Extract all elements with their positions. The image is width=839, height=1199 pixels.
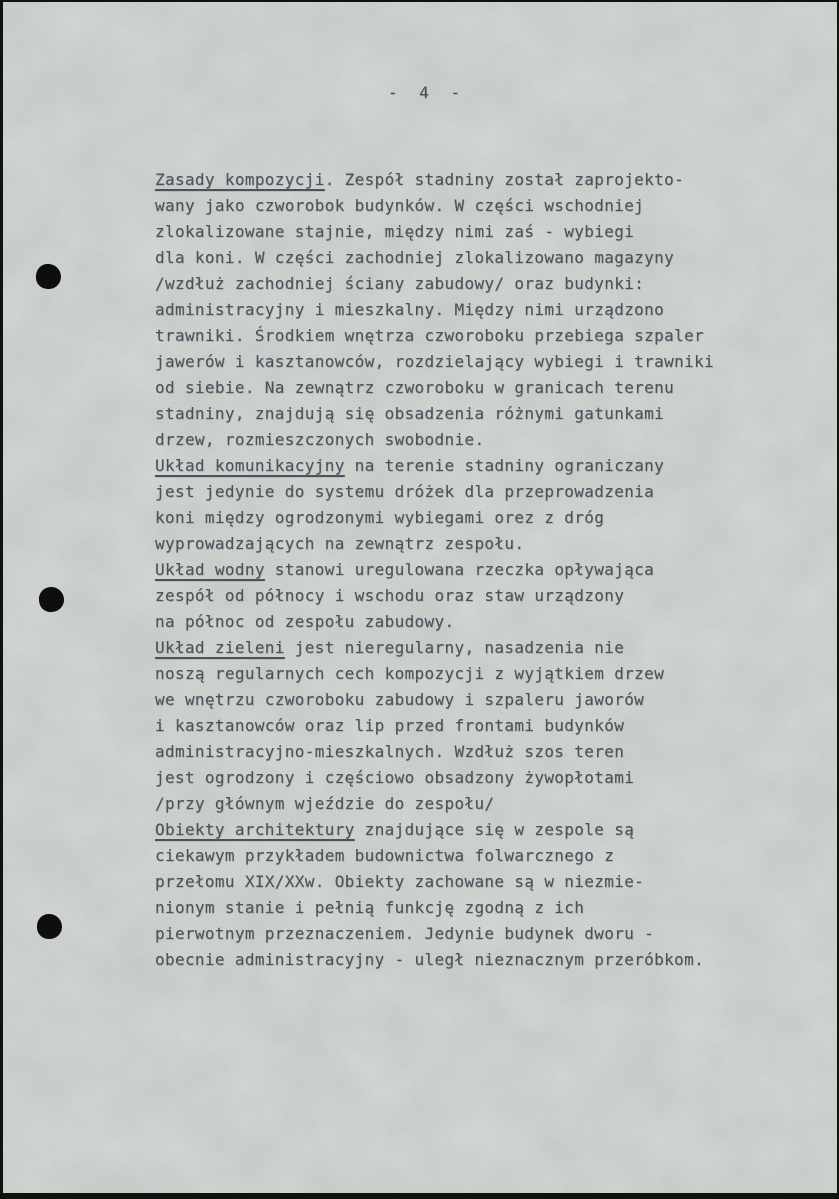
text-line bbox=[155, 817, 735, 843]
text-line bbox=[155, 245, 735, 271]
text-line bbox=[155, 921, 735, 947]
text-line bbox=[155, 739, 735, 765]
text-segment: administracyjno-mieszkalnych. Wzdłuż szos teren bbox=[155, 742, 625, 761]
text-line bbox=[155, 791, 735, 817]
text-segment: jawerów i kasztanowców, rozdzielający wybiegi i trawniki bbox=[155, 352, 715, 371]
text-segment: znajdujące się w zespole są bbox=[354, 820, 635, 839]
text-segment: /wzdłuż zachodniej ściany zabudowy/ oraz budynki: bbox=[155, 274, 645, 293]
text-segment: we wnętrzu czworoboku zabudowy i szpaleru jaworów bbox=[155, 690, 645, 709]
text-line bbox=[155, 479, 735, 505]
text-segment: /przy głównym wjeździe do zespołu/ bbox=[155, 794, 495, 813]
text-line bbox=[155, 713, 735, 739]
text-segment: trawniki. Środkiem wnętrza czworoboku przebiega szpaler bbox=[155, 326, 705, 345]
underlined-heading: Układ komunikacyjny bbox=[155, 456, 345, 475]
document-text bbox=[155, 167, 735, 973]
text-line bbox=[155, 843, 735, 869]
text-line bbox=[155, 635, 735, 661]
underlined-heading: Układ zieleni bbox=[155, 638, 285, 657]
text-segment: stadniny, znajdują się obsadzenia różnymi gatunkami bbox=[155, 404, 665, 423]
text-segment: koni między ogrodzonymi wybiegami orez z dróg bbox=[155, 508, 605, 527]
text-line bbox=[155, 947, 735, 973]
text-line bbox=[155, 531, 735, 557]
text-segment: przełomu XIX/XXw. Obiekty zachowane są w niezmie- bbox=[155, 872, 645, 891]
text-segment: ciekawym przykładem budownictwa folwarcznego z bbox=[155, 846, 615, 865]
text-segment: nionym stanie i pełnią funkcję zgodną z ich bbox=[155, 898, 585, 917]
text-line bbox=[155, 687, 735, 713]
text-line bbox=[155, 271, 735, 297]
punch-hole bbox=[36, 913, 62, 939]
text-segment: jest ogrodzony i częściowo obsadzony żywopłotami bbox=[155, 768, 635, 787]
text-line bbox=[155, 661, 735, 687]
text-line bbox=[155, 557, 735, 583]
text-segment: administracyjny i mieszkalny. Między nimi urządzono bbox=[155, 300, 665, 319]
text-line bbox=[155, 167, 735, 193]
text-segment: wyprowadzających na zewnątrz zespołu. bbox=[155, 534, 525, 553]
text-segment: pierwotnym przeznaczeniem. Jedynie budynek dworu - bbox=[155, 924, 655, 943]
text-line bbox=[155, 375, 735, 401]
text-segment: jest nieregularny, nasadzenia nie bbox=[284, 638, 625, 657]
scanned-page bbox=[3, 2, 837, 1193]
text-segment: stanowi uregulowana rzeczka opływająca bbox=[264, 560, 655, 579]
text-line bbox=[155, 193, 735, 219]
text-line bbox=[155, 609, 735, 635]
text-segment: obecnie administracyjny - uległ nieznacznym przeróbkom. bbox=[155, 950, 705, 969]
text-segment: noszą regularnych cech kompozycji z wyjątkiem drzew bbox=[155, 664, 665, 683]
text-segment: zlokalizowane stajnie, między nimi zaś - wybiegi bbox=[155, 222, 635, 241]
text-segment: . Zespół stadniny został zaprojekto- bbox=[324, 170, 685, 189]
text-segment: i kasztanowców oraz lip przed frontami budynków bbox=[155, 716, 625, 735]
punch-hole bbox=[38, 586, 65, 613]
text-segment: od siebie. Na zewnątrz czworoboku w granicach terenu bbox=[155, 378, 675, 397]
underlined-heading: Zasady kompozycji bbox=[155, 170, 325, 189]
text-line bbox=[155, 453, 735, 479]
text-segment: drzew, rozmieszczonych swobodnie. bbox=[155, 430, 485, 449]
text-segment: wany jako czworobok budynków. W części wschodniej bbox=[155, 196, 645, 215]
text-line bbox=[155, 219, 735, 245]
text-line bbox=[155, 765, 735, 791]
text-line bbox=[155, 349, 735, 375]
text-line bbox=[155, 427, 735, 453]
text-line bbox=[155, 583, 735, 609]
text-segment: na północ od zespołu zabudowy. bbox=[155, 612, 455, 631]
punch-hole bbox=[34, 262, 62, 290]
text-segment: jest jedynie do systemu dróżek dla przeprowadzenia bbox=[155, 482, 655, 501]
text-line bbox=[155, 869, 735, 895]
text-line bbox=[155, 323, 735, 349]
text-segment: dla koni. W części zachodniej zlokalizowano magazyny bbox=[155, 248, 675, 267]
text-line bbox=[155, 505, 735, 531]
underlined-heading: Układ wodny bbox=[155, 560, 265, 579]
underlined-heading: Obiekty architektury bbox=[155, 820, 355, 839]
text-line bbox=[155, 895, 735, 921]
text-line bbox=[155, 401, 735, 427]
text-segment: na terenie stadniny ograniczany bbox=[344, 456, 665, 475]
text-segment: zespół od północy i wschodu oraz staw urządzony bbox=[155, 586, 625, 605]
text-line bbox=[155, 297, 735, 323]
page-number: - 4 - bbox=[387, 83, 467, 102]
